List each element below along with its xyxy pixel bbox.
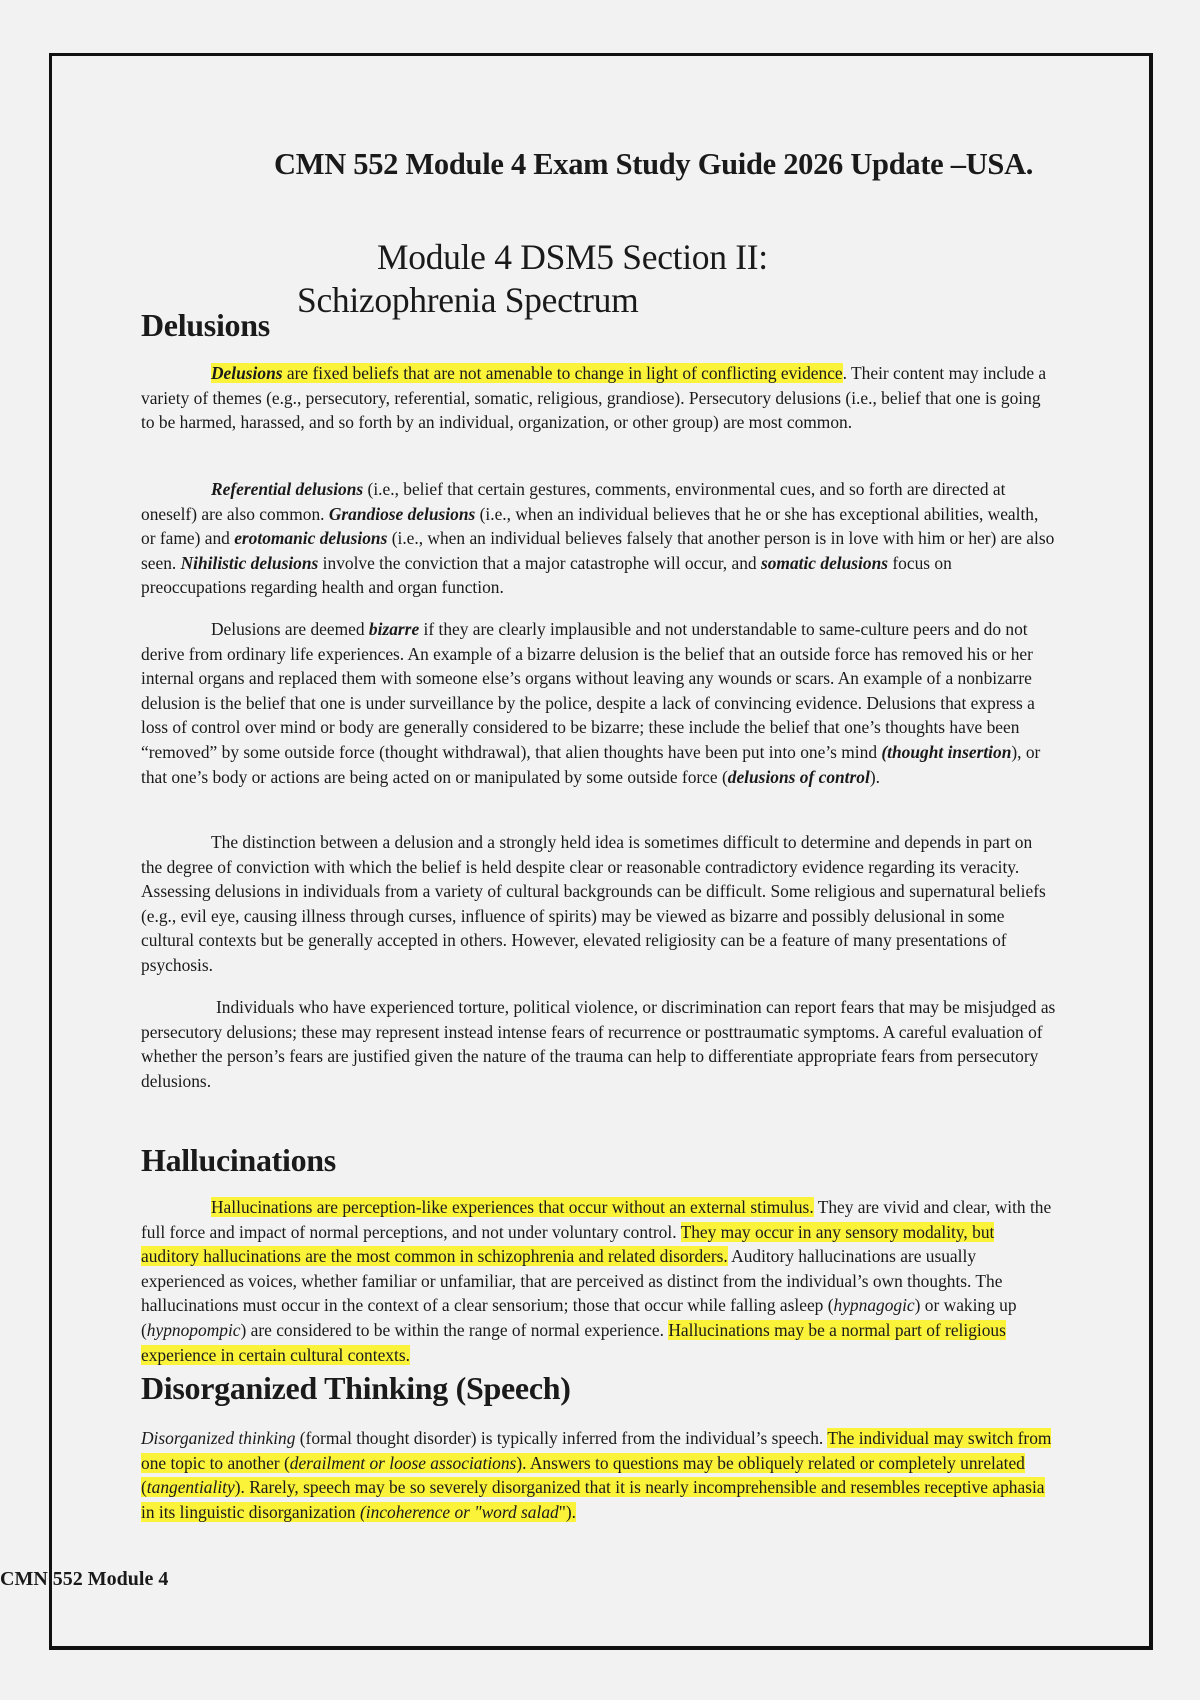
heading-hallucinations: Hallucinations [141,1142,336,1178]
paragraph-delusions-definition: Delusions are fixed beliefs that are not amenable to change in light of conflicting evidence. Their content may include a variety of themes (e.g., persecutory, referential, somatic, religious, grandiose). Persecutory delusions (i.e., belief that one is going to be harmed, harassed, and so forth by an individual, organization, or other group) are most common. [141,363,1047,433]
section-subtitle-line2: Schizophrenia Spectrum [297,280,639,320]
paragraph-persecutory-fears: Individuals who have experienced torture, political violence, or discrimination can report fears that may be misjudged as persecutory delusions; these may represent instead intense fears of recurrence or posttraumatic symptoms. A careful evaluation of whether the person’s fears are justified given the nature of the trauma can help to differentiate appropriate fears from persecutory delusions. [141,997,1056,1091]
heading-disorganized-thinking: Disorganized Thinking (Speech) [141,1370,571,1406]
paragraph-disorganized-thinking: Disorganized thinking (formal thought disorder) is typically inferred from the individual’s speech. The individual may switch from one topic to another (derailment or loose associations). Answers to questions may be obliquely related or completely unrelated (tangentiality). Rarely, speech may be so severely disorganized that it is nearly incomprehensible and resembles receptive aphasia in its linguistic disorganization (incoherence or "word salad"). [141,1428,1052,1522]
section-subtitle-line1: Module 4 DSM5 Section II: [377,237,768,277]
document-title: CMN 552 Module 4 Exam Study Guide 2026 Update –USA. [274,147,1034,181]
paragraph-bizarre-delusions: Delusions are deemed bizarre if they are clearly implausible and not understandable to same-culture peers and do not derive from ordinary life experiences. An example of a bizarre delusion is the belief that an outside force has removed his or her internal organs and replaced them with someone else’s organs without leaving any wounds or scars. An example of a nonbizarre delusion is the belief that one is under surveillance by the police, despite a lack of convincing evidence. Delusions that express a loss of control over mind or body are generally considered to be bizarre; these include the belief that one’s thoughts have been “removed” by some outside force (thought withdrawal), that alien thoughts have been put into one’s mind (thought insertion), or that one’s body or actions are being acted on or manipulated by some outside force (delusions of control). [141,619,1041,787]
paragraph-delusion-types: Referential delusions (i.e., belief that certain gestures, comments, environmental cues, and so forth are directed at oneself) are also common. Grandiose delusions (i.e., when an individual believes that he or she has exceptional abilities, wealth, or fame) and erotomanic delusions (i.e., when an individual believes falsely that another person is in love with him or her) are also seen. Nihilistic delusions involve the conviction that a major catastrophe will occur, and somatic delusions focus on preoccupations regarding health and organ function. [141,479,1055,598]
heading-delusions: Delusions [141,307,270,343]
footer-label: CMN 552 Module 4 [0,1568,169,1590]
paragraph-hallucinations: Hallucinations are perception-like experiences that occur without an external stimulus. They are vivid and clear, with the full force and impact of normal perceptions, and not under voluntary control. They may occur in any sensory modality, but auditory hallucinations are the most common in schizophrenia and related disorders. Auditory hallucinations are usually experienced as voices, whether familiar or unfamiliar, that are perceived as distinct from the individual’s own thoughts. The hallucinations must occur in the context of a clear sensorium; those that occur while falling asleep (hypnagogic) or waking up (hypnopompic) are considered to be within the range of normal experience. Hallucinations may be a normal part of religious experience in certain cultural contexts. [141,1197,1052,1365]
paragraph-delusion-distinction: The distinction between a delusion and a strongly held idea is sometimes difficult to determine and depends in part on the degree of conviction with which the belief is held despite clear or reasonable contradictory evidence regarding its veracity. Assessing delusions in individuals from a variety of cultural backgrounds can be difficult. Some religious and supernatural beliefs (e.g., evil eye, causing illness through curses, influence of spirits) may be viewed as bizarre and possibly delusional in some cultural contexts but be generally accepted in others. However, elevated religiosity can be a feature of many presentations of psychosis. [141,832,1046,975]
